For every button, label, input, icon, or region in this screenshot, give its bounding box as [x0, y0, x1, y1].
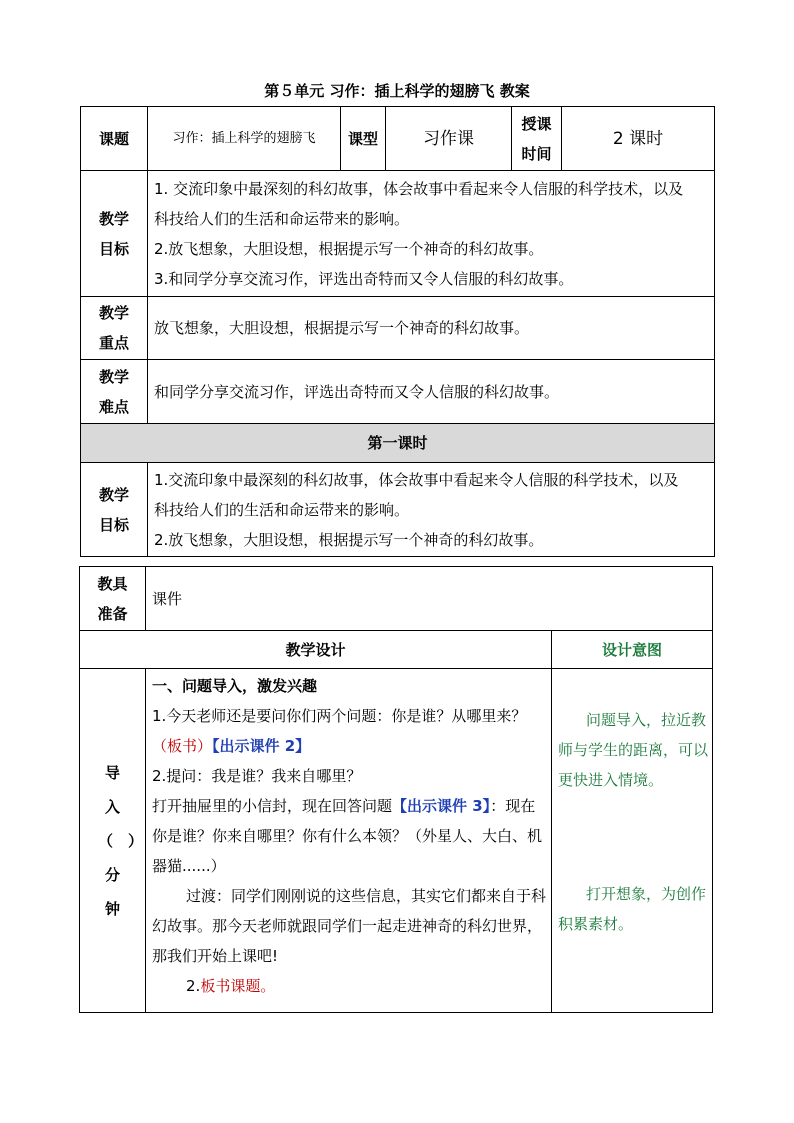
goal-line: 1. 交流印象中最深刻的科幻故事，体会故事中看起来令人信服的科学技术，以及: [154, 179, 684, 198]
intro-paragraph-1: [152, 701, 547, 761]
design-header: 教学设计: [80, 631, 552, 669]
p3-text-a: 打开抽屉里的小信封，现在回答问题: [152, 797, 393, 815]
design-header-row: [80, 631, 713, 669]
p1-blackboard: （板书）: [152, 737, 213, 755]
tools-value: 课件: [146, 567, 713, 631]
intent-content: [552, 669, 713, 1013]
lesson1-goal-line: 2.放飞想象，大胆设想，根据提示写一个神奇的科幻故事。: [154, 530, 544, 549]
lesson-design-table: [79, 566, 713, 1013]
p1-courseware: 【出示课件 2】: [212, 737, 311, 755]
p5-blackboard: 板书课题。: [200, 977, 276, 995]
key-points-text: 放飞想象，大胆设想，根据提示写一个神奇的科幻故事。: [148, 297, 715, 360]
goal-line: 3.和同学分享交流习作，评选出奇特而又令人信服的科幻故事。: [154, 269, 574, 288]
section-title: 一、问题导入，激发兴趣: [152, 677, 318, 695]
tools-label: 教具准备: [80, 567, 146, 631]
goal-line: 2.放飞想象，大胆设想，根据提示写一个神奇的科幻故事。: [154, 239, 544, 258]
p3-text-b: ：现在你是谁？你来自哪里？你有什么本领？（外星人、大白、机器猫......）: [152, 797, 543, 875]
topic-label: 课题: [81, 107, 148, 171]
tools-row: [80, 567, 713, 631]
key-points-label: 教学重点: [81, 297, 148, 360]
goals-content: [148, 171, 715, 297]
lesson1-goal-line: 1.交流印象中最深刻的科幻故事，体会故事中看起来令人信服的科学技术，以及: [154, 470, 679, 489]
difficulties-row: [81, 360, 715, 424]
topic-value: 习作：插上科学的翅膀飞: [148, 107, 341, 171]
time-value: 2 课时: [562, 107, 715, 171]
info-row: [81, 107, 715, 171]
intro-paragraph-4: 过渡：同学们刚刚说的这些信息，其实它们都来自于科幻故事。那今天老师就跟同学们一起走进神奇的科幻世界，那我们开始上课吧!: [152, 887, 547, 965]
goals-label: 教学目标: [81, 171, 148, 297]
intro-content: [146, 669, 552, 1013]
intro-section-label: 导入（ ）分钟: [80, 669, 146, 1013]
difficulties-label: 教学难点: [81, 360, 148, 424]
lesson1-header-row: [81, 424, 715, 463]
key-points-row: [81, 297, 715, 360]
p5-num: 2.: [186, 977, 201, 995]
lesson1-goals-row: [81, 463, 715, 557]
intro-row: [80, 669, 713, 1013]
intent-1: 问题导入，拉近教师与学生的距离，可以更快进入情境。: [558, 711, 709, 789]
p3-courseware: 【出示课件 3】: [392, 797, 491, 815]
p1-text: 1.今天老师还是要问你们两个问题：你是谁？从哪里来？: [152, 707, 527, 725]
type-value: 习作课: [386, 107, 512, 171]
lesson1-header: 第一课时: [81, 424, 715, 463]
time-label: 授课时间: [512, 107, 562, 171]
goal-line: 科技给人们的生活和命运带来的影响。: [154, 209, 410, 228]
type-label: 课型: [341, 107, 386, 171]
intro-paragraph-3: [152, 791, 547, 881]
intro-paragraph-5: [152, 971, 547, 1001]
intent-header: 设计意图: [552, 631, 713, 669]
lesson-info-table: [80, 106, 715, 557]
difficulties-text: 和同学分享交流习作，评选出奇特而又令人信服的科幻故事。: [148, 360, 715, 424]
lesson1-goals-label: 教学目标: [81, 463, 148, 557]
lesson1-goal-line: 科技给人们的生活和命运带来的影响。: [154, 500, 410, 519]
page-title: 第５单元 习作：插上科学的翅膀飞 教案: [264, 82, 530, 100]
lesson1-goals-content: [148, 463, 715, 557]
intent-2: 打开想象，为创作积累素材。: [558, 885, 707, 933]
goals-row: [81, 171, 715, 297]
intro-paragraph-2: 2.提问：我是谁？我来自哪里？: [152, 767, 362, 785]
